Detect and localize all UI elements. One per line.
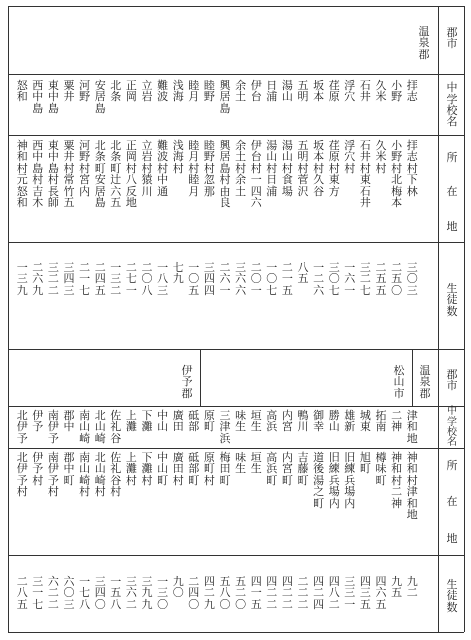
bottom-school-name: 南 伊 予 bbox=[47, 409, 59, 445]
bottom-student-count: 四 二 二 bbox=[266, 575, 278, 611]
bottom-school-address: 上 灘 村 bbox=[125, 451, 137, 487]
bottom-school-address: 砥 部 町 bbox=[188, 451, 200, 487]
top-school-name: 睦 月 bbox=[188, 79, 200, 104]
bottom-school-name: 高 浜 bbox=[266, 409, 278, 434]
header-gunshi-top: 郡 市 bbox=[446, 25, 458, 50]
top-school-name: 正 岡 bbox=[125, 79, 137, 104]
bottom-student-count: 四 六 五 bbox=[375, 575, 387, 611]
header-gunshi-bottom: 郡 市 bbox=[446, 367, 458, 392]
bottom-school-address: 原 町 村 bbox=[203, 451, 215, 487]
top-school-address: 難 波 村 中 通 bbox=[157, 139, 169, 198]
top-school-name: 日 浦 bbox=[266, 79, 278, 104]
bottom-school-address: 旭 町 bbox=[359, 451, 371, 476]
bottom-school-name: 郡 中 bbox=[63, 409, 75, 434]
top-school-address: 北 条 町 辻 六 五 bbox=[110, 139, 122, 210]
band-line-address bbox=[8, 242, 464, 243]
bottom-onsen-label: 温 泉 郡 bbox=[419, 363, 431, 400]
top-school-name: 浅 海 bbox=[172, 79, 184, 104]
bottom-school-name: 二 神 bbox=[391, 409, 403, 434]
top-school-address: 湯 山 村 食 場 bbox=[281, 139, 293, 198]
bottom-student-count: 九 〇 bbox=[172, 575, 184, 600]
top-student-count: 三 四 四 bbox=[203, 261, 215, 297]
top-school-name: 浮 穴 bbox=[344, 79, 356, 104]
top-student-count: 二 五 〇 bbox=[391, 261, 403, 297]
top-school-address: 小 野 村 北 梅 本 bbox=[391, 139, 403, 210]
bottom-student-count: 三 九 九 bbox=[141, 575, 153, 611]
bottom-student-count: 二 四 〇 bbox=[188, 575, 200, 611]
bottom-student-count: 四 二 九 bbox=[203, 575, 215, 611]
bottom-school-address: 旧 練 兵 場 内 bbox=[328, 451, 340, 510]
top-student-count: 三 二 七 bbox=[359, 261, 371, 297]
top-school-address: 伊 台 村 一 四 六 bbox=[250, 139, 262, 210]
bottom-student-count: 一 五 八 bbox=[110, 575, 122, 611]
bottom-student-count: 一 三 〇 bbox=[157, 575, 169, 611]
bottom-school-address: 吉 藤 町 bbox=[297, 451, 309, 487]
table-border-left bbox=[8, 6, 9, 632]
top-school-address: 浅 海 村 bbox=[172, 139, 184, 175]
bottom-school-address: 高 浜 町 bbox=[266, 451, 278, 487]
top-school-address: 睦 野 村 忽 那 bbox=[203, 139, 215, 198]
top-school-name: 興 居 島 bbox=[219, 79, 231, 115]
bottom-school-name: 中 山 bbox=[157, 409, 169, 434]
top-school-name: 湯 山 bbox=[281, 79, 293, 104]
bottom-school-name: 城 東 bbox=[359, 409, 371, 434]
bottom-school-name: 垣 生 bbox=[250, 409, 262, 434]
top-student-count: 二 四 五 bbox=[94, 261, 106, 297]
bottom-student-count: 九 二 bbox=[406, 575, 418, 600]
top-school-name: 東 中 島 bbox=[47, 79, 59, 115]
top-school-address: 坂 本 村 久 谷 bbox=[313, 139, 325, 198]
top-school-name: 粟 井 bbox=[63, 79, 75, 104]
bottom-student-count: 五 八 〇 bbox=[219, 575, 231, 611]
table-border-bottom bbox=[8, 632, 464, 633]
top-school-address: 久 米 村 bbox=[375, 139, 387, 175]
bottom-school-name: 廣 田 bbox=[172, 409, 184, 434]
bottom-school-name: 上 灘 bbox=[125, 409, 137, 434]
top-student-count: 二 六 一 bbox=[219, 261, 231, 297]
bottom-school-name: 北 山 崎 bbox=[94, 409, 106, 445]
bottom-student-count: 二 二 二 bbox=[297, 575, 309, 611]
bottom-matsuyama-label: 松 山 市 bbox=[393, 363, 405, 400]
bottom-school-name: 拓 南 bbox=[375, 409, 387, 434]
bottom-school-address: 中 山 町 bbox=[157, 451, 169, 487]
top-student-count: 一 三 二 bbox=[110, 261, 122, 297]
top-student-count: 一 〇 五 bbox=[188, 261, 200, 297]
top-student-count: 三 六 六 bbox=[235, 261, 247, 297]
bottom-student-count: 二 八 五 bbox=[16, 575, 28, 611]
top-school-address: 粟 井 村 常 竹 五 bbox=[63, 139, 75, 210]
top-student-count: 一 二 六 bbox=[313, 261, 325, 297]
bottom-school-address: 北 山 崎 村 bbox=[94, 451, 106, 499]
bottom-school-address: 内 宮 町 bbox=[281, 451, 293, 487]
bottom-school-address: 旧 練 兵 場 内 bbox=[344, 451, 356, 510]
top-school-name: 久 米 bbox=[375, 79, 387, 104]
table-border-top bbox=[8, 6, 464, 7]
top-school-name: 立 岩 bbox=[141, 79, 153, 104]
bottom-school-address: 味 生 bbox=[235, 451, 247, 476]
bottom-student-count: 四 一 五 bbox=[250, 575, 262, 611]
top-student-count: 一 六 一 bbox=[344, 261, 356, 297]
band-line-address-b bbox=[8, 555, 464, 556]
top-student-count: 三 四 三 bbox=[63, 261, 75, 297]
top-school-name: 坂 本 bbox=[313, 79, 325, 104]
bottom-school-address: 下 灘 村 bbox=[141, 451, 153, 487]
bottom-school-address: 南 山 崎 村 bbox=[79, 451, 91, 499]
top-school-name: 安 居 島 bbox=[94, 79, 106, 115]
bottom-school-address: 佐 礼 谷 村 bbox=[110, 451, 122, 499]
bottom-school-address: 神 和 村 津 和 地 bbox=[406, 451, 418, 522]
top-school-address: 荏 原 村 東 方 bbox=[328, 139, 340, 198]
top-school-address: 睦 月 村 睦 月 bbox=[188, 139, 200, 198]
top-student-count: 三 〇 三 bbox=[406, 261, 418, 297]
top-school-address: 正 岡 村 八 反 地 bbox=[125, 139, 137, 210]
bottom-school-address: 北 伊 予 村 bbox=[16, 451, 28, 499]
bottom-student-count: 一 七 八 bbox=[79, 575, 91, 611]
top-student-count: 八 五 bbox=[297, 261, 309, 286]
bottom-school-address: 南 伊 予 村 bbox=[47, 451, 59, 499]
top-school-address: 拝 志 村 下 林 bbox=[406, 139, 418, 198]
top-student-count: 二 六 九 bbox=[32, 261, 44, 297]
top-student-count: 二 五 五 bbox=[375, 261, 387, 297]
top-school-name: 伊 台 bbox=[250, 79, 262, 104]
bottom-school-address: 垣 生 bbox=[250, 451, 262, 476]
bottom-school-address: 郡 中 町 bbox=[63, 451, 75, 487]
top-student-count: 二 〇 一 bbox=[250, 261, 262, 297]
header-school-bottom: 中 学 校 名 bbox=[447, 406, 457, 449]
bottom-school-name: 津 和 地 bbox=[406, 409, 418, 445]
bottom-student-count: 六 二 二 bbox=[47, 575, 59, 611]
bottom-student-count: 三 四 〇 bbox=[94, 575, 106, 611]
band-line-district-b bbox=[8, 406, 464, 407]
top-school-address: 興 居 島 村 由 良 bbox=[219, 139, 231, 210]
bottom-school-name: 北 伊 予 bbox=[16, 409, 28, 445]
top-student-count: 三 〇 七 bbox=[328, 261, 340, 297]
top-student-count: 三 二 二 bbox=[47, 261, 59, 297]
top-school-name: 西 中 島 bbox=[32, 79, 44, 115]
header-column-divider-bottom bbox=[438, 349, 439, 632]
bottom-student-count: 四 八 二 bbox=[328, 575, 340, 611]
bottom-school-name: 砥 部 bbox=[188, 409, 200, 434]
bottom-student-count: 四 二 二 bbox=[281, 575, 293, 611]
bottom-school-name: 鴨 川 bbox=[297, 409, 309, 434]
bottom-school-name: 御 幸 bbox=[313, 409, 325, 434]
top-school-address: 東 中 島 村 長 師 bbox=[47, 139, 59, 210]
top-school-name: 余 土 bbox=[235, 79, 247, 104]
header-students-top: 生 徒 数 bbox=[446, 281, 458, 318]
bottom-school-name: 伊 予 bbox=[32, 409, 44, 434]
top-school-name: 五 明 bbox=[297, 79, 309, 104]
top-school-name: 河 野 bbox=[79, 79, 91, 104]
bottom-school-name: 三 津 浜 bbox=[219, 409, 231, 445]
bottom-school-name: 味 生 bbox=[235, 409, 247, 434]
bottom-student-count: 六 〇 三 bbox=[63, 575, 75, 611]
bottom-iyo-label: 伊 予 郡 bbox=[181, 363, 193, 400]
bottom-school-address: 神 和 村 二 神 bbox=[391, 451, 403, 510]
header-students-bottom: 生 徒 数 bbox=[446, 577, 458, 614]
top-school-name: 北 条 bbox=[110, 79, 122, 104]
bottom-school-name: 佐 礼 谷 bbox=[110, 409, 122, 445]
bottom-school-address: 道 後 湯 之 町 bbox=[313, 451, 325, 510]
band-line-school bbox=[8, 135, 464, 136]
bottom-student-count: 四 二 四 bbox=[313, 575, 325, 611]
bottom-student-count: 三 三 一 bbox=[344, 575, 356, 611]
bottom-student-count: 九 五 bbox=[391, 575, 403, 600]
bottom-student-count: 三 一 七 bbox=[32, 575, 44, 611]
top-student-count: 二 七 一 bbox=[125, 261, 137, 297]
district-divider-2 bbox=[200, 349, 201, 406]
bottom-school-address: 廣 田 村 bbox=[172, 451, 184, 487]
top-school-address: 北 条 町 安 居 島 bbox=[94, 139, 106, 210]
band-line-district bbox=[8, 74, 464, 75]
header-column-divider-top bbox=[438, 6, 439, 349]
header-school-top: 中 学 校 名 bbox=[446, 81, 458, 129]
top-student-count: 一 三 九 bbox=[16, 261, 28, 297]
header-address-bottom: 所 在 地 bbox=[446, 459, 458, 545]
bottom-student-count: 三 六 二 bbox=[125, 575, 137, 611]
top-school-address: 浮 穴 村 bbox=[344, 139, 356, 175]
bottom-school-name: 南 山 崎 bbox=[79, 409, 91, 445]
table-border-right bbox=[464, 6, 465, 632]
top-district-label: 温 泉 郡 bbox=[418, 24, 430, 61]
top-school-name: 石 井 bbox=[359, 79, 371, 104]
top-school-name: 拝 志 bbox=[406, 79, 418, 104]
bottom-student-count: 五 二 〇 bbox=[235, 575, 247, 611]
bottom-school-address: 伊 予 村 bbox=[32, 451, 44, 487]
district-divider-1 bbox=[412, 349, 413, 406]
header-address-top: 所 在 地 bbox=[446, 151, 458, 233]
top-school-address: 五 明 村 菅 沢 bbox=[297, 139, 309, 198]
bottom-school-name: 勝 山 bbox=[328, 409, 340, 434]
top-student-count: 一 〇 七 bbox=[266, 261, 278, 297]
bottom-school-name: 原 町 bbox=[203, 409, 215, 434]
top-school-name: 荏 原 bbox=[328, 79, 340, 104]
top-school-name: 睦 野 bbox=[203, 79, 215, 104]
top-student-count: 二 一 五 bbox=[281, 261, 293, 297]
top-school-address: 神 和 村 元 怒 和 bbox=[16, 139, 28, 210]
top-student-count: 一 八 三 bbox=[157, 261, 169, 297]
bottom-school-name: 内 宮 bbox=[281, 409, 293, 434]
top-school-address: 西 中 島 村 吉 木 bbox=[32, 139, 44, 210]
top-school-name: 怒 和 bbox=[16, 79, 28, 104]
bottom-school-name: 下 灘 bbox=[141, 409, 153, 434]
top-school-address: 余 土 村 余 土 bbox=[235, 139, 247, 198]
top-student-count: 七 九 bbox=[172, 261, 184, 286]
bottom-school-name: 雄 新 bbox=[344, 409, 356, 434]
top-student-count: 二 〇 八 bbox=[141, 261, 153, 297]
top-school-name: 小 野 bbox=[391, 79, 403, 104]
top-school-name: 難 波 bbox=[157, 79, 169, 104]
top-school-address: 湯 山 村 日 浦 bbox=[266, 139, 278, 198]
bottom-student-count: 四 三 五 bbox=[359, 575, 371, 611]
top-student-count: 二 一 七 bbox=[79, 261, 91, 297]
top-school-address: 石 井 村 東 石 井 bbox=[359, 139, 371, 210]
bottom-school-address: 梅 田 町 bbox=[219, 451, 231, 487]
top-school-address: 立 岩 村 猿 川 bbox=[141, 139, 153, 198]
top-school-address: 河 野 村 宮 内 bbox=[79, 139, 91, 198]
table-border-middle bbox=[8, 349, 464, 350]
bottom-school-address: 樽 味 町 bbox=[375, 451, 387, 487]
